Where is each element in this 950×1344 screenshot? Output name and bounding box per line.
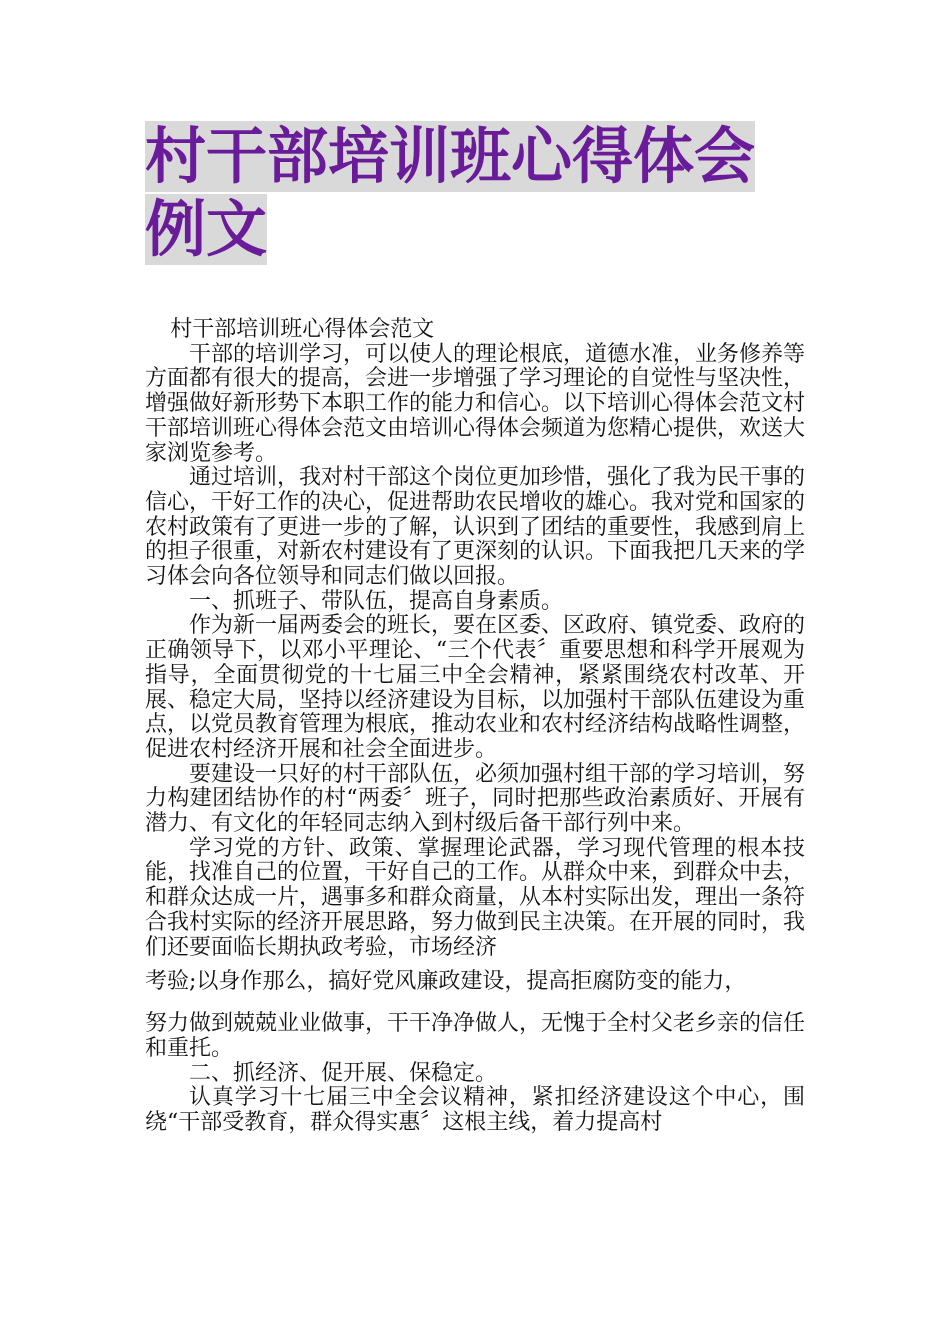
paragraph: 认真学习十七届三中全会议精神，紧扣经济建设这个中心，围绕“干部受教育，群众得实惠〞这根主线，着力提高村 (145, 1085, 805, 1136)
paragraph-line: 努力做到兢兢业业做事，干干净净做人，无愧于全村父老乡亲的信任和重托。 (145, 1011, 806, 1061)
document-title (145, 120, 810, 266)
paragraph: 要建设一只好的村干部队伍，必须加强村组干部的学习培训，努力构建团结协作的村“两委〞班子，同时把那些政治素质好、开展有潜力、有文化的年轻同志纳入到村级后备干部行列中来。 (145, 761, 806, 837)
paragraph: 通过培训，我对村干部这个岗位更加珍惜，强化了我为民干事的信心，干好工作的决心，促进帮助农民增收的雄心。我对党和国家的农村政策有了更进一步的了解，认识到了团结的重要性，我感到肩上的担子很重，对新农村建设有了更深刻的认识。下面我把几天来的学习体会向各位领导和同志们做以回报。 (145, 465, 806, 590)
paragraph: 干部的培训学习，可以使人的理论根底，道德水准，业务修养等方面都有很大的提高，会进一步增强了学习理论的自觉性与坚决性，增强做好新形势下本职工作的能力和信心。以下培训心得体会范文村干部培训班心得体会范文由培训心得体会频道为您精心提供，欢送大家浏览参考。 (145, 341, 806, 466)
paragraph: 学习党的方针、政策、掌握理论武器，学习现代管理的根本技能，找准自己的位置，干好自己的工作。从群众中来，到群众中去，和群众达成一片，遇事多和群众商量，从本村实际出发，理出一条符合我村实际的经济开展思路，努力做到民主决策。在开展的同时，我们还要面临长期执政考验，市场经济 (145, 835, 806, 960)
section-heading: 二、抓经济、促开展、保稳定。 (189, 1060, 498, 1086)
document-subtitle: 村干部培训班心得体会范文 (170, 317, 435, 342)
document-title-text: 村干部培训班心得体会例文 (145, 121, 756, 265)
paragraph: 作为新一届两委会的班长，要在区委、区政府、镇党委、政府的正确领导下，以邓小平理论、“三个代表〞重要思想和科学开展观为指导，全面贯彻党的十七届三中全会精神，紧紧围绕农村改革、开展、稳定大局，坚持以经济建设为目标，以加强村干部队伍建设为重点，以党员教育管理为根底，推动农业和农村经济结构战略性调整，促进农村经济开展和社会全面进步。 (145, 613, 806, 762)
section-heading: 一、抓班子、带队伍，提高自身素质。 (189, 588, 564, 614)
paragraph-line: 考验;以身作那么，搞好党风廉政建设，提高拒腐防变的能力， (145, 969, 747, 995)
document-body (145, 318, 805, 1136)
